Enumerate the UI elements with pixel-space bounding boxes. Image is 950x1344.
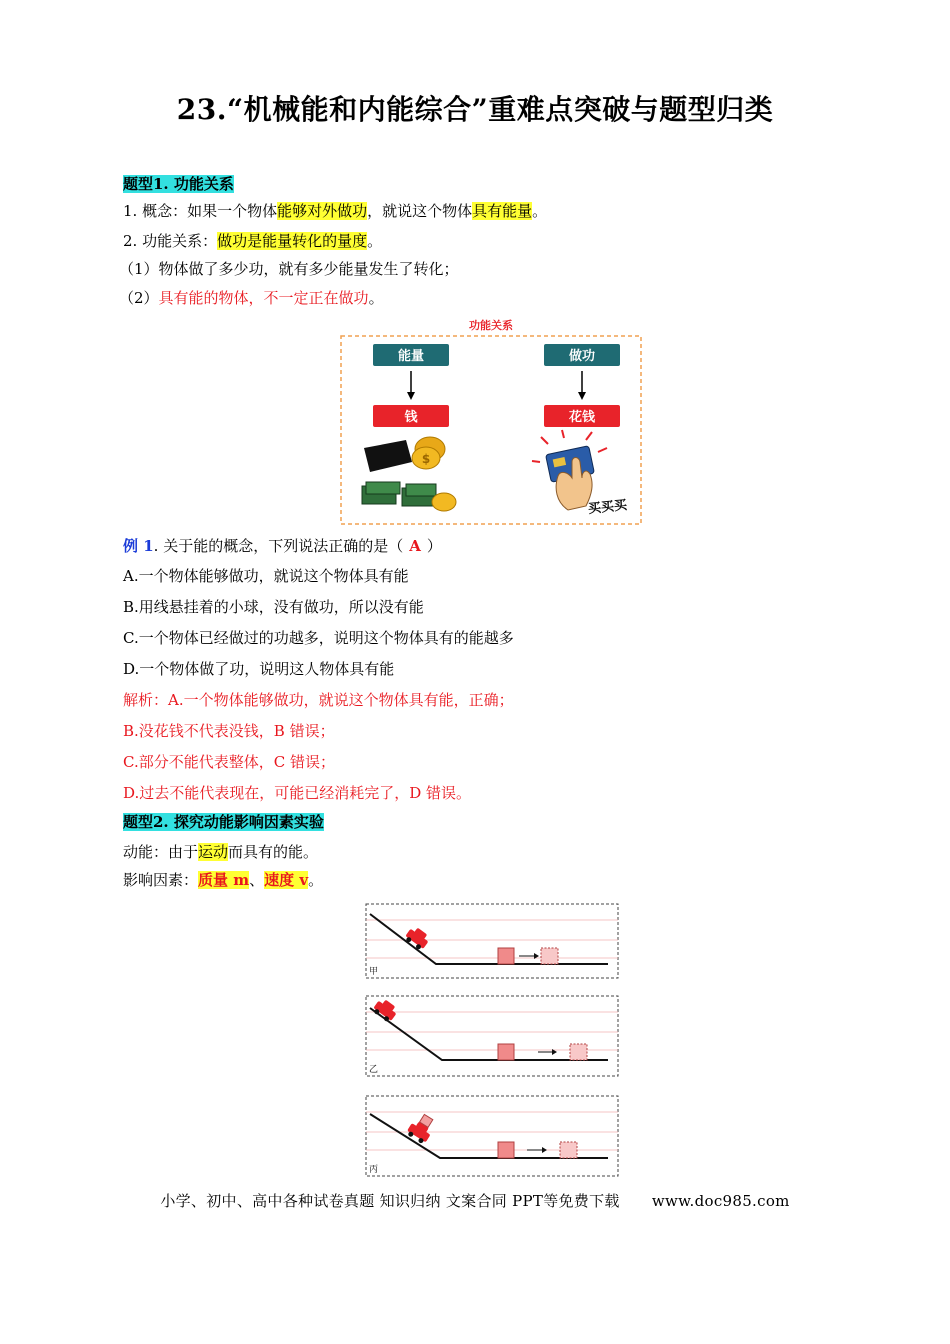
concept-end: 。 xyxy=(532,202,548,220)
concept-prefix: 1. 概念：如果一个物体 xyxy=(123,202,278,220)
kinetic-highlight: 运动 xyxy=(198,843,229,861)
ramp-panel-2 xyxy=(366,996,618,1076)
factor-mass: 质量 m xyxy=(198,871,250,889)
coins-icon xyxy=(412,437,445,469)
page-title: 23.“机械能和内能综合”重难点突破与题型归类 xyxy=(176,93,774,126)
figure1-caption: 买买买 xyxy=(587,498,628,518)
hand-card-icon xyxy=(532,430,607,510)
analysis-line-3: C.部分不能代表整体，C 错误； xyxy=(123,753,335,771)
example1-question-text: . 关于能的概念，下列说法正确的是（ xyxy=(153,537,404,555)
svg-text:$: $ xyxy=(421,452,431,466)
car-icon xyxy=(371,997,399,1024)
wood-block xyxy=(498,948,514,964)
kinetic-prefix: 动能：由于 xyxy=(123,843,199,861)
arrow-down-icon xyxy=(578,392,586,400)
ramp-panel-3 xyxy=(366,1096,618,1176)
page-footer xyxy=(0,1190,950,1211)
money-label: 钱 xyxy=(404,410,418,425)
analysis-line-1: 解析：A.一个物体能够做功，就说这个物体具有能，正确； xyxy=(123,691,514,709)
option-c: C.一个物体已经做过的功越多，说明这个物体具有的能越多 xyxy=(123,629,514,647)
relation-highlight: 做功是能量转化的量度 xyxy=(217,232,368,250)
factors-end: 。 xyxy=(308,871,324,889)
option-b: B.用线悬挂着的小球，没有做功，所以没有能 xyxy=(123,598,424,616)
arrow-down-icon xyxy=(407,392,415,400)
panel-1-label: 甲 xyxy=(369,967,379,977)
concept-highlight-1: 能够对外做功 xyxy=(277,202,368,220)
section1-heading xyxy=(123,173,234,195)
block-end-position xyxy=(560,1142,577,1158)
analysis-line-4: D.过去不能代表现在，可能已经消耗完了，D 错误。 xyxy=(123,784,472,802)
factor-sep: 、 xyxy=(249,871,265,889)
analysis-line-2: B.没花钱不代表没钱，B 错误； xyxy=(123,722,335,740)
footer-text: 小学、初中、高中各种试卷真题 知识归纳 文案合同 PPT等免费下载 xyxy=(160,1192,620,1210)
item2-line xyxy=(119,287,384,309)
section1-heading-text: 题型1. 功能关系 xyxy=(123,175,234,193)
arrow-right-icon xyxy=(542,1147,547,1153)
figure1-title: 功能关系 xyxy=(469,319,513,332)
work-label: 做功 xyxy=(568,349,596,364)
example1-answer: A xyxy=(409,537,421,555)
wallet-icon xyxy=(364,440,412,472)
kinetic-line xyxy=(123,841,318,863)
option-d: D.一个物体做了功，说明这人物体具有能 xyxy=(123,660,395,678)
spend-label: 花钱 xyxy=(568,410,596,425)
item2-red: 具有能的物体，不一定正在做功 xyxy=(158,289,369,307)
car-icon xyxy=(403,925,431,952)
relation-end: 。 xyxy=(367,232,383,250)
item2-prefix: （2） xyxy=(119,289,159,307)
example1-label: 例 1 xyxy=(123,537,154,555)
relation-line xyxy=(123,230,382,252)
concept-line xyxy=(123,200,547,222)
option-a: A.一个物体能够做功，就说这个物体具有能 xyxy=(123,567,409,585)
ramp-panel-1 xyxy=(366,904,618,978)
figure-energy-work xyxy=(336,316,646,528)
cash-stack-icon xyxy=(362,482,456,511)
item2-end: 。 xyxy=(368,289,384,307)
section2-heading-text: 题型2. 探究动能影响因素实验 xyxy=(123,813,324,831)
section2-heading xyxy=(123,811,324,833)
concept-highlight-2: 具有能量 xyxy=(472,202,533,220)
wood-block xyxy=(498,1044,514,1060)
energy-label: 能量 xyxy=(397,349,425,364)
wood-block xyxy=(498,1142,514,1158)
factors-line xyxy=(123,869,323,891)
footer-url[interactable]: www.doc985.com xyxy=(651,1192,790,1210)
block-end-position xyxy=(570,1044,587,1060)
factors-prefix: 影响因素： xyxy=(123,871,199,889)
example1-question xyxy=(123,535,442,557)
factor-speed: 速度 v xyxy=(264,871,309,889)
item1-line: （1）物体做了多少功，就有多少能量发生了转化； xyxy=(119,260,459,278)
figure-ramp-experiments xyxy=(364,900,624,1182)
kinetic-end: 而具有的能。 xyxy=(228,843,319,861)
concept-mid: ，就说这个物体 xyxy=(367,202,473,220)
panel-3-label: 丙 xyxy=(369,1165,379,1175)
block-end-position xyxy=(541,948,558,964)
panel-2-label: 乙 xyxy=(369,1065,379,1075)
example1-question-end: ） xyxy=(426,537,442,555)
relation-prefix: 2. 功能关系： xyxy=(123,232,218,250)
